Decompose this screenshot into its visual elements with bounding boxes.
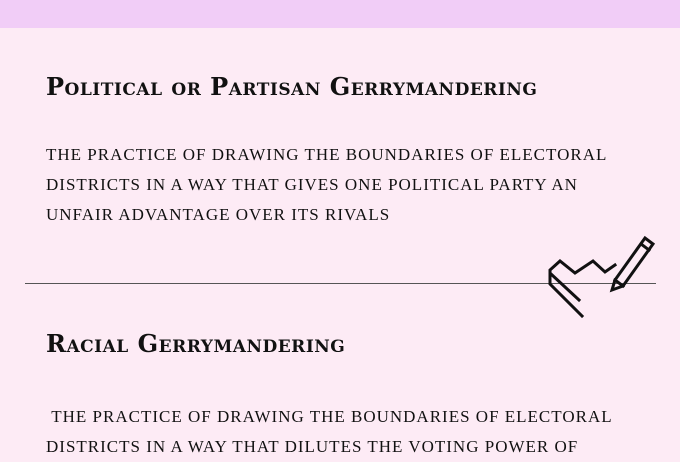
heart-pencil-icon bbox=[545, 220, 660, 320]
racial-gerrymandering-definition: THE PRACTICE OF DRAWING THE BOUNDARIES OF ELECTORAL DISTRICTS IN A WAY THAT DILUTES THE VOTING POWER OF bbox=[46, 407, 618, 456]
political-gerrymandering-definition: THE PRACTICE OF DRAWING THE BOUNDARIES OF ELECTORAL DISTRICTS IN A WAY THAT GIVES ONE POLITICAL PARTY AN UNFAIR ADVANTAGE OVER ITS RIVALS bbox=[46, 145, 607, 224]
top-banner bbox=[0, 0, 680, 28]
racial-gerrymandering-heading: Racial Gerrymandering bbox=[46, 329, 346, 358]
political-gerrymandering-heading: Political or Partisan Gerrymandering bbox=[46, 72, 538, 101]
